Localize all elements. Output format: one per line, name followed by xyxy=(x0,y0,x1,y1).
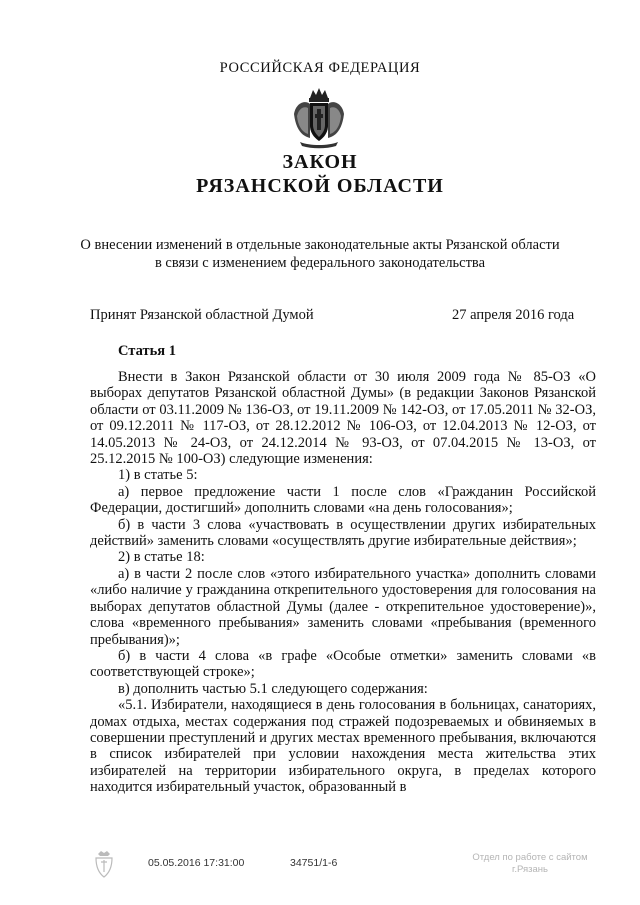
law-title-line-1: ЗАКОН xyxy=(282,151,358,173)
article-heading: Статья 1 xyxy=(118,343,176,359)
law-title-line-2: РЯЗАНСКОЙ ОБЛАСТИ xyxy=(196,175,444,197)
stamp-line-1: Отдел по работе с сайтом xyxy=(472,852,588,863)
law-title xyxy=(0,150,640,198)
paragraph: б) в части 3 слова «участвовать в осуществлении других избирательных действий» заменить словами «осуществлять другие избирательные действия»; xyxy=(90,516,596,550)
paragraph: «5.1. Избиратели, находящиеся в день голосования в больницах, санаториях, домах отдыха, местах содержания под стражей подозреваемых и обвиняемых в совершении преступлений и других местах временного пребывания, включаются в список избирателей при условии нахождения места жительства этих избирателей на территории избирательного округа, в пределах которого находится избирательный участок, образованный в xyxy=(90,697,596,796)
subject-line-2: в связи с изменением федерального законодательства xyxy=(154,255,486,271)
paragraph: б) в части 4 слова «в графе «Особые отметки» заменить словами «в соответствующей строке»; xyxy=(90,647,596,681)
law-subject xyxy=(0,236,640,272)
paragraph: Внести в Закон Рязанской области от 30 июля 2009 года № 85-ОЗ «О выборах депутатов Рязанской областной Думы» (в редакции Законов Рязанской области от 03.11.2009 № 136-ОЗ, от 19.11.2009 № 142-ОЗ, от 17.05.2011 № 32-ОЗ, от 09.12.2011 № 117-ОЗ, от 28.12.2012 № 106-ОЗ, от 12.04.2013 № 12-ОЗ, от 14.05.2013 № 24-ОЗ, от 24.12.2014 № 93-ОЗ, от 07.04.2015 № 13-ОЗ, от 25.12.2015 № 100-ОЗ) следующие изменения: xyxy=(90,369,596,468)
article-body xyxy=(90,369,596,796)
paragraph: а) первое предложение части 1 после слов «Гражданин Российской Федерации, достигший» дополнить словами «на день голосования»; xyxy=(90,483,596,517)
footer-datetime: 05.05.2016 17:31:00 xyxy=(148,857,245,869)
accepted-date: 27 апреля 2016 года xyxy=(452,307,575,323)
paragraph: а) в части 2 после слов «этого избирательного участка» дополнить словами «либо наличие у гражданина открепительного удостоверения для голосования на выборах депутатов областной Думы (далее - открепительное удостоверение)», слова «временного пребывания» заменить словами «пребывания (временного пребывания)»; xyxy=(90,565,596,648)
paragraph: 1) в статье 5: xyxy=(118,467,198,484)
paragraph: в) дополнить частью 5.1 следующего содержания: xyxy=(118,680,428,697)
stamp-line-2: г.Рязань xyxy=(512,864,548,875)
watermark-stamp xyxy=(450,852,610,876)
coat-of-arms-icon xyxy=(286,84,352,150)
subject-line-1: О внесении изменений в отдельные законодательные акты Рязанской области xyxy=(80,237,560,253)
paragraph: 2) в статье 18: xyxy=(118,549,205,566)
country-heading: РОССИЙСКАЯ ФЕДЕРАЦИЯ xyxy=(219,60,421,76)
accepted-by: Принят Рязанской областной Думой xyxy=(90,307,314,323)
watermark-logo-icon xyxy=(92,850,116,880)
footer-doc-number: 34751/1-6 xyxy=(290,857,338,869)
